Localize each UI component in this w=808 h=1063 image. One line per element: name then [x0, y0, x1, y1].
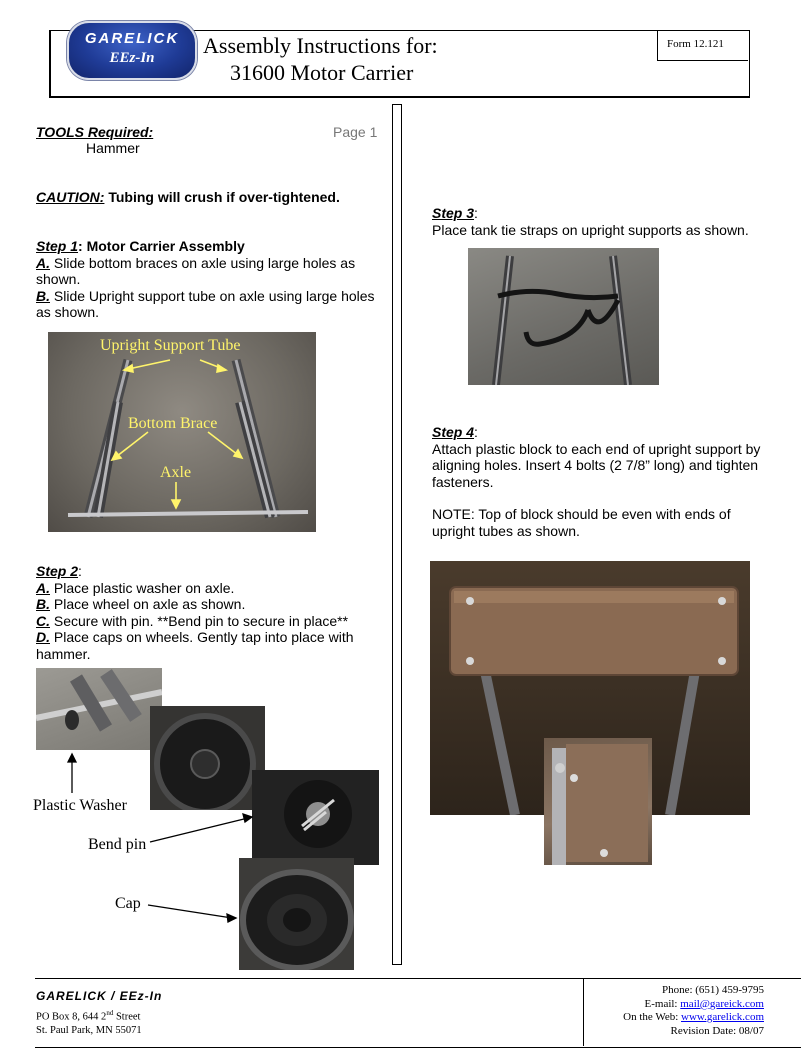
- footer-logo: GARELICK / EEz-In: [36, 989, 163, 1003]
- tools-label: TOOLS Required:: [36, 124, 154, 140]
- callout-bend-pin: Bend pin: [88, 836, 147, 853]
- step1-block: Step 1: Motor Carrier Assembly A. Slide bottom braces on axle using large holes as shown. B. Slide Upright support tube on axle using large holes as shown.: [36, 238, 375, 320]
- footer-revision: Revision Date: 08/07: [670, 1024, 764, 1037]
- logo-subbrand: EEz-In: [109, 50, 155, 66]
- page-number: Page 1: [333, 124, 378, 140]
- footer-contact: Phone: (651) 459-9795 E-mail: mail@gareick.com On the Web: www.garelick.com Revision Date: 08/07: [623, 984, 764, 1037]
- callout-arrows: [0, 0, 392, 975]
- form-number: Form 12.121: [667, 38, 724, 50]
- logo-wordmark: GARELICK: [84, 30, 180, 47]
- step2-block: Step 2: A. Place plastic washer on axle. B. Place wheel on axle as shown. C. Secure with pin. **Bend pin to secure in place** D. Place caps on wheels. Gently tap into place with hammer.: [36, 563, 354, 662]
- step4-block: Step 4: Attach plastic block to each end of upright support by aligning holes. Insert 4 bolts (2 7/8” long) and tighten fasteners. NOTE: Top of block should be even with ends of upright tubes as shown.: [432, 424, 761, 539]
- caution-note: CAUTION: Tubing will crush if over-tightened.: [36, 189, 340, 205]
- photo-straps-drawing: [468, 248, 659, 385]
- label-upright-support-tube: Upright Support Tube: [100, 337, 241, 354]
- website-link[interactable]: www.garelick.com: [681, 1011, 764, 1023]
- footer-divider: [583, 978, 584, 1046]
- tools-item: Hammer: [86, 140, 140, 156]
- label-bottom-brace: Bottom Brace: [128, 415, 218, 432]
- page-subtitle: 31600 Motor Carrier: [230, 60, 414, 85]
- photo-block-closeup: [544, 738, 652, 865]
- step3-block: Step 3: Place tank tie straps on upright supports as shown.: [432, 205, 749, 238]
- callout-plastic-washer: Plastic Washer: [33, 797, 127, 814]
- email-link[interactable]: mail@gareick.com: [680, 997, 764, 1010]
- footer-phone: Phone: (651) 459-9795: [661, 984, 764, 996]
- callout-cap: Cap: [115, 895, 141, 912]
- photo-tank-straps: [468, 248, 659, 385]
- footer-address: GARELICK / EEz-In PO Box 8, 644 2nd Street St. Paul Park, MN 55071: [36, 989, 163, 1036]
- column-divider: [392, 104, 402, 965]
- photo-closeup-drawing: [544, 738, 652, 865]
- page-title: Assembly Instructions for:: [203, 33, 438, 58]
- label-axle: Axle: [160, 464, 192, 481]
